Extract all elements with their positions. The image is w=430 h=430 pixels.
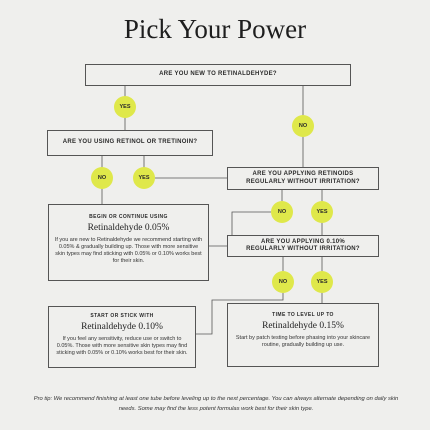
result-description: Start by patch testing before phasing into your skincare routine, gradually building up use.	[235, 335, 371, 348]
answer-no-bubble: NO	[272, 271, 294, 293]
result-retinaldehyde-010	[48, 306, 196, 368]
question-new-to-retinaldehyde	[85, 64, 351, 86]
question-applying-retinoids	[227, 167, 379, 190]
result-label: BEGIN OR CONTINUE USING	[89, 214, 168, 220]
result-product: Retinaldehyde 0.10%	[81, 322, 163, 332]
result-product: Retinaldehyde 0.15%	[262, 321, 344, 331]
result-product: Retinaldehyde 0.05%	[87, 223, 170, 233]
question-text: ARE YOU NEW TO RETINALDEHYDE?	[159, 71, 277, 78]
result-description: If you are new to Retinaldehyde we recommend starting with 0.05% & gradually building up. Those with more sensitive skin types may find sticking with 0.05% or 0.10% works best for their skin.	[54, 237, 203, 264]
question-using-retinol	[47, 130, 213, 156]
pro-tip: Pro tip: We recommend finishing at least one tube before leveling up to the next percentage. You can always alternate depending on daily skin needs. Some may find the less potent formulas work best for their skin type.	[33, 396, 399, 412]
answer-yes-bubble: YES	[311, 201, 333, 223]
question-applying-010	[227, 235, 379, 257]
result-label: TIME TO LEVEL UP TO	[272, 312, 334, 318]
question-text: ARE YOU APPLYING RETINOIDS REGULARLY WITHOUT IRRITATION?	[246, 171, 360, 185]
page-title: Pick Your Power	[123, 14, 307, 44]
answer-yes-bubble: YES	[133, 167, 155, 189]
question-text: ARE YOU APPLYING 0.10% REGULARLY WITHOUT IRRITATION?	[246, 238, 360, 252]
answer-yes-bubble: YES	[311, 271, 333, 293]
result-description: If you feel any sensitivity, reduce use or switch to 0.05%. Those with more sensitive skin types may find sticking with 0.05% or 0.10% works best for their skin.	[56, 336, 188, 356]
result-retinaldehyde-005	[48, 204, 209, 281]
answer-no-bubble: NO	[91, 167, 113, 189]
question-text: ARE YOU USING RETINOL OR TRETINOIN?	[62, 139, 198, 146]
result-retinaldehyde-015	[227, 303, 379, 367]
answer-no-bubble: NO	[271, 201, 293, 223]
result-label: START OR STICK WITH	[90, 313, 154, 319]
answer-yes-bubble: YES	[114, 96, 136, 118]
answer-no-bubble: NO	[292, 115, 314, 137]
